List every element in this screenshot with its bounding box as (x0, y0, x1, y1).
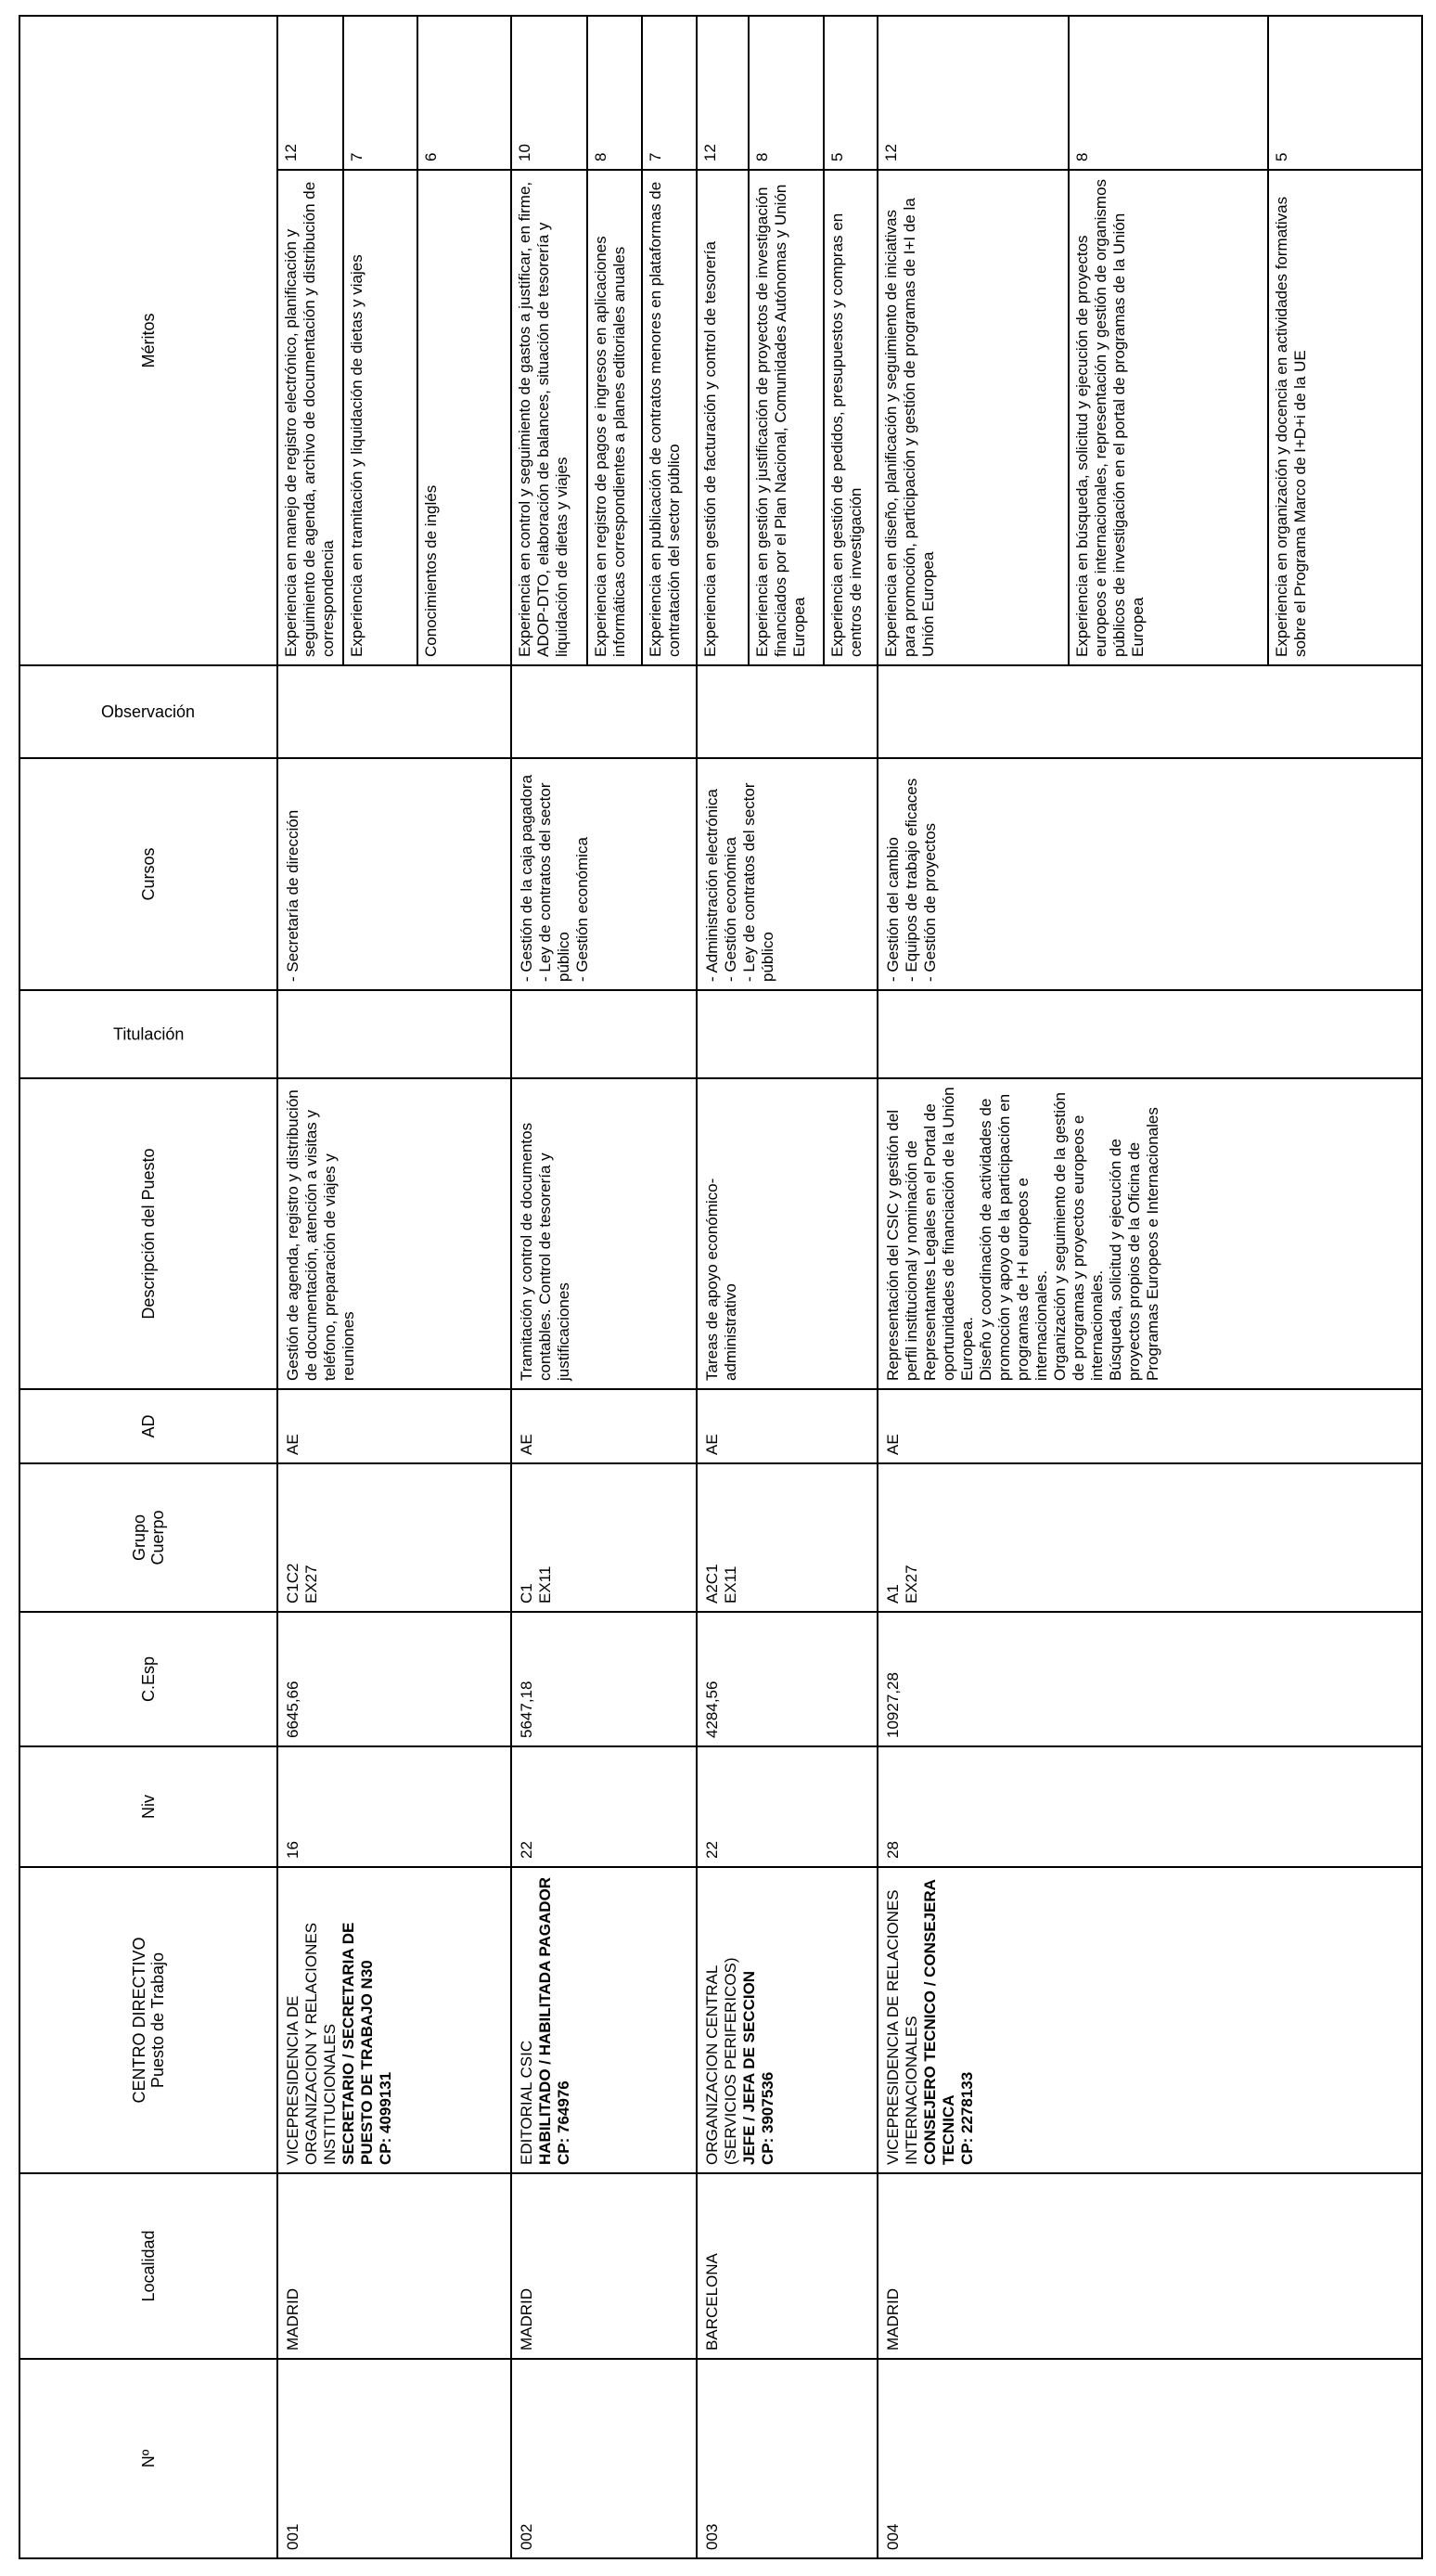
puesto-name: HABILITADO / HABILITADA PAGADOR (536, 1876, 554, 2165)
centro-name: EDITORIAL CSIC (518, 2040, 535, 2165)
merit-item (749, 17, 824, 664)
row-centro (878, 1867, 1422, 2173)
meritos-table (878, 17, 1421, 664)
cp-code: CP: 4099131 (377, 2071, 394, 2165)
table-row (277, 16, 511, 2558)
col-header-num: Nº (19, 2359, 277, 2558)
centro-header-line1: CENTRO DIRECTIVO (130, 1937, 148, 2104)
row-grupo (878, 1463, 1422, 1612)
merit-text: Experiencia en búsqueda, solicitud y ejecución de proyectos europeos e internacionales, representación y gestión de organismos públicos de investigación en el portal de programas de la Unión Europea (1069, 170, 1268, 664)
row-cesp: 6645,66 (277, 1612, 511, 1746)
meritos-table (698, 17, 877, 664)
row-niv: 22 (697, 1746, 878, 1867)
col-header-observacion: Observación (19, 665, 277, 758)
row-ad: AE (878, 1389, 1422, 1463)
row-cursos: - Gestión del cambio - Equipos de trabajo eficaces - Gestión de proyectos (878, 758, 1422, 990)
merit-item (512, 17, 587, 664)
row-localidad: MADRID (878, 2173, 1422, 2359)
grupo-header-line2: Cuerpo (148, 1510, 167, 1565)
merit-points: 6 (417, 17, 510, 170)
col-header-grupo (19, 1463, 277, 1612)
cuerpo-value: EX11 (536, 1565, 554, 1604)
cuerpo-value: EX27 (302, 1565, 320, 1604)
row-meritos (277, 16, 511, 665)
grupo-value: A2C1 (703, 1564, 721, 1604)
centro-header-line2: Puesto de Trabajo (148, 1951, 167, 2089)
row-cesp: 5647,18 (511, 1612, 697, 1746)
col-header-cursos: Cursos (19, 758, 277, 990)
merit-item (878, 17, 1069, 664)
merit-text: Experiencia en gestión y justificación de proyectos de investigación financiados por el Plan Nacional, Comunidades Autónomas y Unión Europea (749, 170, 824, 664)
row-cursos: - Gestión de la caja pagadora - Ley de contratos del sector público - Gestión económica (511, 758, 697, 990)
row-centro (697, 1867, 878, 2173)
merit-item (824, 17, 877, 664)
cuerpo-value: EX27 (903, 1565, 920, 1604)
merit-points: 8 (749, 17, 824, 170)
row-titulacion (697, 990, 878, 1078)
row-observacion (878, 665, 1422, 758)
merit-points: 10 (512, 17, 587, 170)
merit-item (1069, 17, 1268, 664)
col-header-niv: Niv (19, 1746, 277, 1867)
row-observacion (697, 665, 878, 758)
merit-points: 5 (824, 17, 877, 170)
row-descripcion: Tramitación y control de documentos contables. Control de tesorería y justificaciones (511, 1078, 697, 1389)
row-localidad: MADRID (277, 2173, 511, 2359)
row-centro (511, 1867, 697, 2173)
row-cesp: 10927,28 (878, 1612, 1422, 1746)
col-header-meritos: Méritos (19, 16, 277, 665)
grupo-value: A1 (884, 1584, 902, 1604)
row-num: 002 (511, 2359, 697, 2558)
centro-name: VICEPRESIDENCIA DE RELACIONES INTERNACIONALES (884, 1889, 920, 2165)
row-meritos (878, 16, 1422, 665)
merit-item (417, 17, 510, 664)
col-header-ad: AD (19, 1389, 277, 1463)
table-row (697, 16, 878, 2558)
row-titulacion (511, 990, 697, 1078)
row-niv: 22 (511, 1746, 697, 1867)
merit-item (343, 17, 417, 664)
merit-text: Experiencia en gestión de pedidos, presupuestos y compras en centros de investigación (828, 213, 865, 657)
row-descripcion: Representación del CSIC y gestión del perfil institucional y nominación de Representantes Legales en el Portal de oportunidades de financiación de la Unión Europea. Diseño y coordinación de actividades de promoción y apoyo de la participación en programas de I+I europeos e internacionales. Organización y seguimiento de la gestión de programas y proyectos europeos e internacionales. Búsqueda, solicitud y ejecución de proyectos propios de la Oficina de Programas Europeos e Internacionales (878, 1078, 1422, 1389)
grupo-value: C1C2 (284, 1563, 301, 1604)
merit-item (1268, 17, 1421, 664)
merit-points: 12 (698, 17, 749, 170)
meritos-table (512, 17, 696, 664)
merit-points: 7 (343, 17, 417, 170)
puesto-name: SECRETARIO / SECRETARIA DE PUESTO DE TRABAJO N30 (340, 1922, 376, 2165)
row-meritos (697, 16, 878, 665)
cp-code: CP: 2278133 (958, 2071, 976, 2165)
row-ad: AE (697, 1389, 878, 1463)
merit-points: 7 (642, 17, 696, 170)
col-header-localidad: Localidad (19, 2173, 277, 2359)
meritos-table (278, 17, 510, 664)
merit-text: Experiencia en gestión de facturación y control de tesorería (698, 170, 749, 664)
centro-name: ORGANIZACION CENTRAL (SERVICIOS PERIFERICOS) (703, 1957, 739, 2165)
merit-text: Experiencia en control y seguimiento de gastos a justificar, en firme, ADOP-DTO, elaboración de balances, situación de tesorería y liquidación de dietas y viajes (512, 170, 587, 664)
merit-text: Experiencia en manejo de registro electrónico, planificación y seguimiento de agenda, archivo de documentación y distribución de correspondencia (278, 170, 343, 664)
row-descripcion: Tareas de apoyo económico-administrativo (697, 1078, 878, 1389)
cp-code: CP: 764976 (555, 2080, 572, 2165)
row-titulacion (878, 990, 1422, 1078)
cuerpo-value: EX11 (722, 1565, 739, 1604)
row-niv: 28 (878, 1746, 1422, 1867)
merit-text: Experiencia en publicación de contratos menores en plataformas de contratación del sector público (647, 181, 684, 657)
table-row (511, 16, 697, 2558)
rotated-table-canvas (19, 17, 1423, 2559)
merit-item (278, 17, 343, 664)
row-centro (277, 1867, 511, 2173)
row-ad: AE (277, 1389, 511, 1463)
centro-name: VICEPRESIDENCIA DE ORGANIZACION Y RELACIONES INSTITUCIONALES (284, 1922, 339, 2165)
merit-item (698, 17, 749, 664)
grupo-header-line1: Grupo (130, 1513, 148, 1562)
col-header-titulacion: Titulación (19, 990, 277, 1078)
merit-points: 8 (1069, 17, 1268, 170)
row-observacion (277, 665, 511, 758)
row-num: 001 (277, 2359, 511, 2558)
merit-text: Experiencia en organización y docencia en actividades formativas sobre el Programa Marco de I+D+i de la UE (1273, 196, 1309, 657)
header-row (19, 16, 277, 2558)
merit-item (642, 17, 696, 664)
merit-points: 5 (1268, 17, 1421, 170)
row-localidad: BARCELONA (697, 2173, 878, 2359)
merit-text: Experiencia en registro de pagos e ingresos en aplicaciones informáticas correspondientes a planes editoriales anuales (587, 170, 642, 664)
merit-item (587, 17, 642, 664)
merit-points: 12 (878, 17, 1069, 170)
table-row (878, 16, 1422, 2558)
col-header-descripcion: Descripción del Puesto (19, 1078, 277, 1389)
merit-points: 8 (587, 17, 642, 170)
row-niv: 16 (277, 1746, 511, 1867)
row-ad: AE (511, 1389, 697, 1463)
row-localidad: MADRID (511, 2173, 697, 2359)
row-num: 003 (697, 2359, 878, 2558)
merit-text: Experiencia en diseño, planificación y seguimiento de iniciativas para promoción, participación y gestión de programas de I+I de la Unión Europea (878, 170, 1069, 664)
merit-text: Experiencia en tramitación y liquidación de dietas y viajes (343, 170, 417, 664)
cp-code: CP: 3907536 (759, 2071, 776, 2165)
row-cesp: 4284,56 (697, 1612, 878, 1746)
row-cursos: - Administración electrónica - Gestión económica - Ley de contratos del sector público (697, 758, 878, 990)
vacancies-table (19, 15, 1423, 2559)
row-cursos: - Secretaría de dirección (277, 758, 511, 990)
col-header-centro (19, 1867, 277, 2173)
merit-text: Conocimientos de inglés (422, 484, 440, 657)
grupo-value: C1 (518, 1583, 535, 1604)
row-grupo (697, 1463, 878, 1612)
row-grupo (511, 1463, 697, 1612)
row-num: 004 (878, 2359, 1422, 2558)
row-observacion (511, 665, 697, 758)
merit-points: 12 (278, 17, 343, 170)
row-titulacion (277, 990, 511, 1078)
row-descripcion: Gestión de agenda, registro y distribución de documentación, atención a visitas y teléfono, preparación de viajes y reuniones (277, 1078, 511, 1389)
row-meritos (511, 16, 697, 665)
col-header-cesp: C.Esp (19, 1612, 277, 1746)
puesto-name: JEFE / JEFA DE SECCION (740, 1970, 758, 2165)
row-grupo (277, 1463, 511, 1612)
puesto-name: CONSEJERO TECNICO / CONSEJERA TECNICA (921, 1879, 957, 2165)
